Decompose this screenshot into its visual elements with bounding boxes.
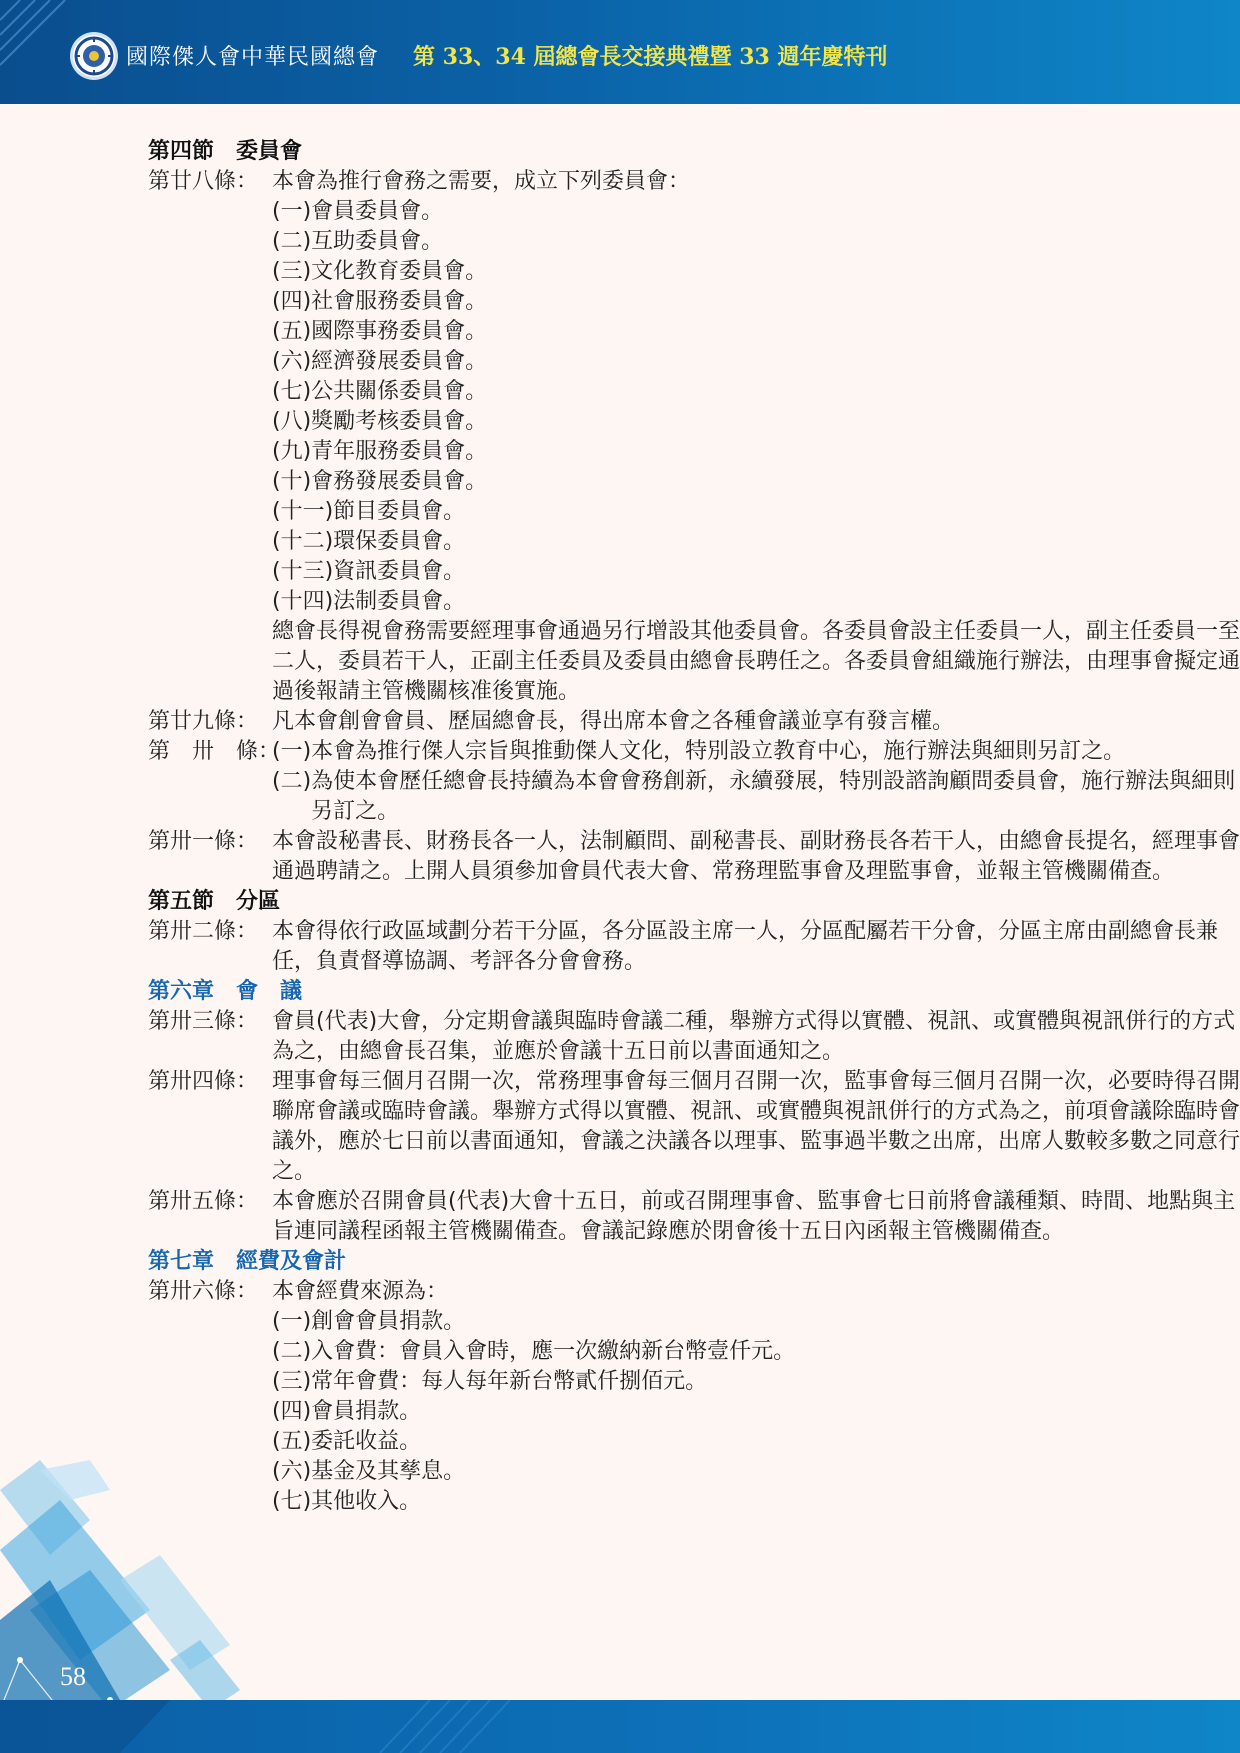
item-text: 環保委員會。 <box>333 529 466 554</box>
list-item <box>272 1307 1240 1337</box>
article <box>148 1007 1236 1067</box>
article <box>148 1067 1240 1187</box>
list-item <box>272 557 1240 587</box>
list-item <box>272 737 1240 767</box>
item-text: 會員捐款。 <box>311 1399 422 1424</box>
item-text: 公共關係委員會。 <box>311 379 488 404</box>
list-item <box>272 767 1240 827</box>
item-number: (九) <box>272 439 312 464</box>
article <box>148 167 1128 197</box>
article-text: 本會得依行政區域劃分若干分區，各分區設主席一人，分區配屬若干分會，分區主席由副總會長兼任，負責督導協調、考評各分會會務。 <box>272 919 1219 974</box>
article-label: 第廿九條： <box>148 709 259 734</box>
item-number: (十二) <box>272 529 334 554</box>
item-number: (十三) <box>272 559 334 584</box>
item-text: 創會會員捐款。 <box>311 1309 466 1334</box>
item-text: 法制委員會。 <box>333 589 466 614</box>
article-label: 第卅六條： <box>148 1279 259 1304</box>
item-number: (一) <box>272 1309 312 1334</box>
item-text: 基金及其孳息。 <box>311 1459 466 1484</box>
item-text: 節目委員會。 <box>333 499 466 524</box>
list-item <box>272 497 1240 527</box>
item-text: 文化教育委員會。 <box>311 259 488 284</box>
item-text: 經濟發展委員會。 <box>311 349 488 374</box>
list-item <box>272 347 1240 377</box>
item-number: (三) <box>272 1369 312 1394</box>
article <box>148 1277 1128 1307</box>
article-label: 第卅四條： <box>148 1069 259 1094</box>
article-label: 第卅二條： <box>148 919 259 944</box>
article-text: 凡本會創會會員、歷屆總會長，得出席本會之各種會議並享有發言權。 <box>272 709 955 734</box>
item-text: 常年會費：每人每年新台幣貳仟捌佰元。 <box>311 1369 708 1394</box>
item-text: 獎勵考核委員會。 <box>311 409 488 434</box>
document-body <box>148 137 1240 1517</box>
item-number: (三) <box>272 259 312 284</box>
chapter-heading: 第七章 經費及會計 <box>148 1249 347 1274</box>
item-number: (一) <box>272 739 312 764</box>
article-text: 理事會每三個月召開一次，常務理事會每三個月召開一次，監事會每三個月召開一次，必要時得召開聯席會議或臨時會議。舉辦方式得以實體、視訊、或實體與視訊併行的方式為之，前項會議除臨時會議外，應於七日前以書面通知，會議之決議各以理事、監事過半數之出席，出席人數較多數之同意行之。 <box>272 1069 1240 1184</box>
list-item <box>272 467 1240 497</box>
organization-name: 國際傑人會中華民國總會 <box>126 45 380 70</box>
list-item <box>272 407 1240 437</box>
article <box>148 707 1128 737</box>
item-number: (四) <box>272 289 312 314</box>
page-footer <box>0 1700 1240 1753</box>
item-text: 本會為推行傑人宗旨與推動傑人文化，特別設立教育中心，施行辦法與細則另訂之。 <box>311 739 1126 764</box>
item-text: 其他收入。 <box>311 1489 422 1514</box>
item-number: (五) <box>272 1429 312 1454</box>
article-label: 第 卅 條： <box>148 739 281 764</box>
item-text: 資訊委員會。 <box>333 559 466 584</box>
section-heading: 第四節 委員會 <box>148 139 303 164</box>
article-text: 會員(代表)大會，分定期會議與臨時會議二種，舉辦方式得以實體、視訊、或實體與視訊併行的方式為之，由總會長召集，並應於會議十五日前以書面通知之。 <box>272 1009 1236 1064</box>
article-label: 第廿八條： <box>148 169 259 194</box>
item-text: 會務發展委員會。 <box>311 469 488 494</box>
item-text: 國際事務委員會。 <box>311 319 488 344</box>
item-number: (十一) <box>272 499 334 524</box>
item-text: 青年服務委員會。 <box>311 439 488 464</box>
list-item <box>272 1457 1240 1487</box>
list-item <box>272 377 1240 407</box>
item-number: (十四) <box>272 589 334 614</box>
chapter-heading: 第六章 會 議 <box>148 979 303 1004</box>
list-item <box>272 527 1240 557</box>
item-text: 互助委員會。 <box>311 229 444 254</box>
list-item <box>272 587 1240 617</box>
article-text: 本會為推行會務之需要，成立下列委員會： <box>272 169 691 194</box>
item-number: (六) <box>272 1459 312 1484</box>
article-text: 本會設秘書長、財務長各一人，法制顧問、副秘書長、副財務長各若干人，由總會長提名，經理事會通過聘請之。上開人員須參加會員代表大會、常務理監事會及理監事會，並報主管機關備查。 <box>272 829 1240 884</box>
item-number: (七) <box>272 379 312 404</box>
item-text: 委託收益。 <box>311 1429 422 1454</box>
list-item <box>272 1337 1240 1367</box>
item-text: 入會費：會員入會時，應一次繳納新台幣壹仟元。 <box>311 1339 796 1364</box>
list-item <box>272 1487 1240 1517</box>
list-item <box>272 1427 1240 1457</box>
organization-logo <box>73 35 115 77</box>
list-item <box>272 437 1240 467</box>
article-text: 本會經費來源為： <box>272 1279 449 1304</box>
item-number: (八) <box>272 409 312 434</box>
item-number: (五) <box>272 319 312 344</box>
list-item <box>272 287 1240 317</box>
paragraph: 總會長得視會務需要經理事會通過另行增設其他委員會。各委員會設主任委員一人，副主任委員一至二人，委員若干人，正副主任委員及委員由總會長聘任之。各委員會組織施行辦法，由理事會擬定通過後報請主管機關核准後實施。 <box>272 619 1240 704</box>
publication-title: 第 33、34 屆總會長交接典禮暨 33 週年慶特刊 <box>413 44 888 70</box>
item-number: (二) <box>272 1339 312 1364</box>
article <box>148 917 1219 977</box>
item-number: (七) <box>272 1489 312 1514</box>
page-number: 58 <box>60 1662 86 1691</box>
article <box>148 827 1240 887</box>
item-number: (十) <box>272 469 312 494</box>
article-label: 第卅三條： <box>148 1009 259 1034</box>
list-item <box>272 317 1240 347</box>
article <box>148 1187 1236 1247</box>
article <box>148 737 1128 767</box>
item-number: (二) <box>272 229 312 254</box>
page-header <box>0 0 1240 104</box>
article-text: 本會應於召開會員(代表)大會十五日，前或召開理事會、監事會七日前將會議種類、時間、地點與主旨連同議程函報主管機關備查。會議記錄應於閉會後十五日內函報主管機關備查。 <box>272 1189 1236 1244</box>
item-text: 為使本會歷任總會長持續為本會會務創新，永續發展，特別設諮詢顧問委員會，施行辦法與細則另訂之。 <box>311 769 1236 824</box>
list-item <box>272 227 1240 257</box>
section-heading: 第五節 分區 <box>148 889 281 914</box>
list-item <box>272 1367 1240 1397</box>
item-number: (二) <box>272 769 312 794</box>
list-item <box>272 197 1240 227</box>
article-label: 第卅一條： <box>148 829 259 854</box>
item-number: (四) <box>272 1399 312 1424</box>
item-number: (一) <box>272 199 312 224</box>
item-text: 社會服務委員會。 <box>311 289 488 314</box>
list-item <box>272 1397 1240 1427</box>
list-item <box>272 257 1240 287</box>
item-number: (六) <box>272 349 312 374</box>
article-label: 第卅五條： <box>148 1189 259 1214</box>
item-text: 會員委員會。 <box>311 199 444 224</box>
